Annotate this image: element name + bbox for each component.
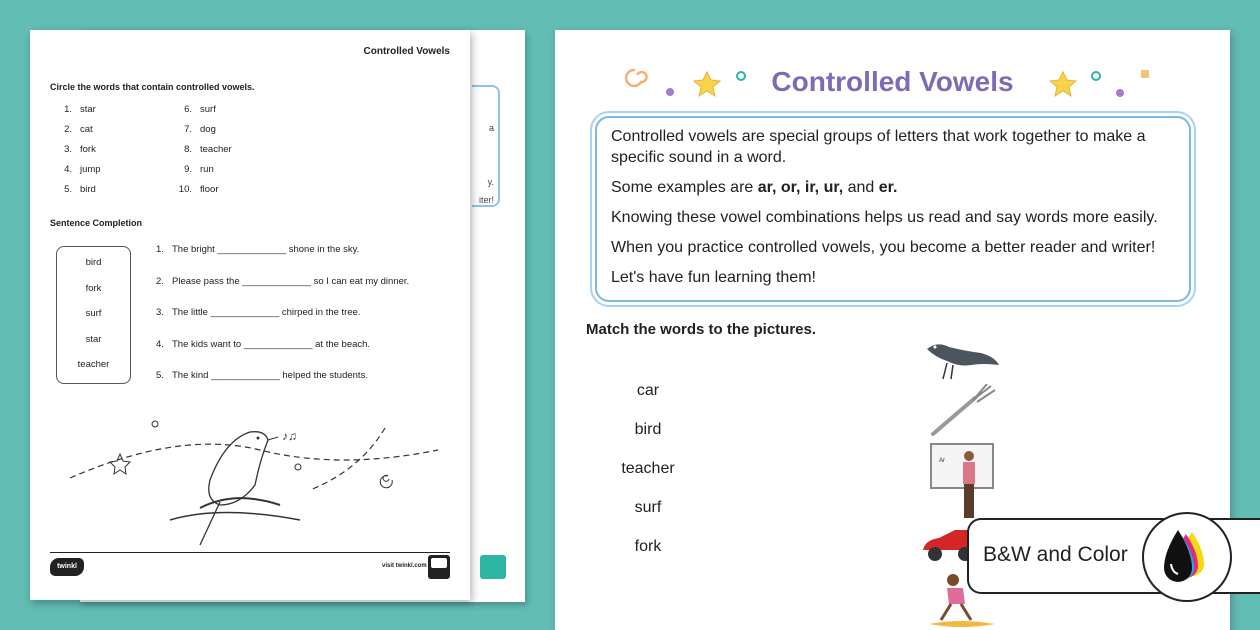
page-title: Controlled Vowels [771, 66, 1014, 97]
singing-bird-illustration [60, 410, 450, 550]
match-word: surf [634, 499, 662, 516]
bird-picture [923, 335, 1003, 383]
intro-examples: Some examples are ar, or, ir, ur, and er. [611, 179, 898, 196]
list-item: 4. jump [64, 164, 101, 175]
word-bank-item: star [85, 333, 102, 345]
match-heading: Match the words to the pictures. [586, 321, 817, 338]
word-bank [56, 246, 131, 384]
word-list-col1 [58, 100, 101, 200]
back-snippet: y. [487, 177, 494, 187]
back-badge-icon [480, 555, 506, 579]
sentence-completion-heading: Sentence Completion [50, 218, 143, 228]
sentence-item: 3. The little _____________ chirped in the tree. [156, 307, 361, 318]
bw-color-badge [967, 518, 1260, 594]
list-item: 3. fork [64, 144, 96, 155]
ink-drops-icon [1142, 512, 1232, 602]
list-item: 1. star [64, 104, 96, 115]
worksheet-header: Controlled Vowels [363, 46, 450, 57]
match-word: fork [634, 538, 662, 555]
list-item: 2. cat [64, 124, 93, 135]
sentence-item: 1. The bright _____________ shone in the sky. [156, 244, 360, 255]
back-snippet: iter! [478, 195, 494, 205]
match-word: teacher [621, 460, 675, 477]
sentence-item: 4. The kids want to _____________ at the beach. [156, 338, 371, 350]
circle-prompt: Circle the words that contain controlled vowels. [50, 82, 255, 92]
bw-color-label: B&W and Color [983, 543, 1128, 566]
list-item: 10. floor [178, 184, 219, 195]
intro-box [595, 116, 1191, 302]
list-item: 5. bird [64, 184, 96, 195]
worksheet-page [30, 30, 470, 600]
footer-divider [50, 552, 450, 553]
list-item: 8. teacher [184, 144, 232, 155]
intro-paragraph: When you practice controlled vowels, you become a better reader and writer! [611, 239, 1156, 256]
word-bank-item: teacher [77, 359, 110, 370]
sentence-item: 2. Please pass the _____________ so I can eat my dinner. [156, 275, 410, 287]
svg-text:♪♫: ♪♫ [282, 429, 297, 443]
intro-paragraph: Knowing these vowel combinations helps us read and say words more easily. [611, 209, 1158, 226]
list-item: 7. dog [184, 124, 216, 135]
svg-text:Ar: Ar [939, 458, 945, 464]
quality-badge-icon [428, 555, 450, 579]
list-item: 9. run [184, 164, 214, 175]
teacher-picture [929, 442, 999, 522]
word-bank-item: bird [85, 257, 102, 268]
word-list-col2 [178, 100, 232, 200]
sentence-item: 5. The kind _____________ helped the students. [156, 370, 368, 381]
back-page-text-box [472, 85, 500, 207]
word-bank-item: surf [85, 308, 102, 319]
intro-paragraph: Let's have fun learning them! [611, 269, 816, 286]
twinkl-logo: twinkl [50, 558, 84, 576]
match-word-list [603, 382, 693, 577]
intro-paragraph: Controlled vowels are special groups of letters that work together to make a specific sound in a word. [611, 128, 1146, 166]
fork-picture [929, 384, 999, 438]
list-item: 6. surf [184, 104, 216, 115]
match-word: car [636, 382, 660, 399]
match-word: bird [634, 421, 662, 438]
back-snippet: a [488, 123, 494, 133]
sentence-list [156, 244, 409, 402]
footer-url: visit twinkl.com [382, 563, 427, 569]
word-bank-item: fork [85, 282, 102, 294]
